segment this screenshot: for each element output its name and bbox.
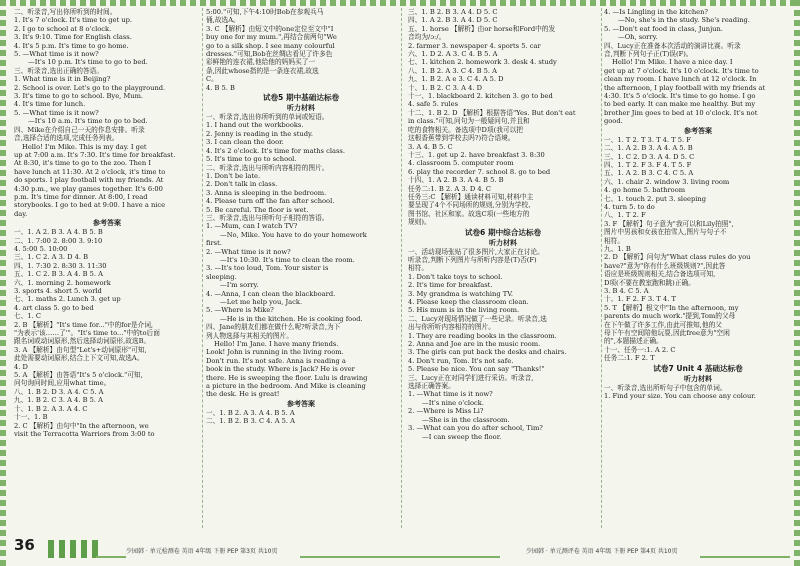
- text-line: first.: [206, 239, 222, 248]
- column-4: [604, 8, 792, 528]
- text-line: 吃的食物相关。备选项中D项(我可以把: [408, 125, 523, 134]
- text-line: —I can sweep the floor.: [422, 432, 502, 441]
- text-line: 2. Jenny is reading in the study.: [206, 129, 314, 138]
- text-line: 四、Jane的朋友们都在做什么呢?听录音,为下: [206, 323, 341, 332]
- text-line: —It's 10 p.m. It's time to go to bed.: [28, 58, 148, 67]
- text-line: 十三、1. get up 2. have breakfast 3. 8:30: [408, 150, 545, 159]
- text-line: 二、听录音,选出与所听内容相符的图片。: [206, 163, 329, 172]
- text-line: 三、听录音,选出正确的答语。: [14, 66, 104, 75]
- text-line: 1. I hand out the workbooks.: [206, 121, 304, 130]
- text-line: 九、1. B 2. C 3. A 4. B 5. A: [14, 396, 104, 405]
- text-line: 图书馆、社区和家。故选C项(一些地方的: [408, 209, 530, 218]
- text-line: day.: [14, 209, 28, 218]
- text-line: 4. art class 5. go to bed: [14, 303, 94, 312]
- text-line: 5. Please be nice. You can say "Thanks!": [408, 365, 545, 374]
- text-line: 十一、1. blackboard 2. kitchen 3. go to bed: [408, 92, 553, 101]
- text-line: 三、1. B 2. B 3. A 4. D 5. C: [408, 8, 498, 16]
- text-line: 五、1. C 2. B 3. A 4. B 5. A: [14, 270, 104, 279]
- text-line: 听录音,判断下列图片与所听内容是(T)否(F): [408, 255, 537, 264]
- text-line: 九、1. B: [604, 244, 631, 253]
- text-line: parents do much work."提到,Tom的父母: [604, 312, 736, 321]
- text-line: 十二、1. B 2. D 【解析】根据答语"Yes. But don't eat: [408, 108, 576, 117]
- text-line: 4:30. It's 5 o'clock. It's time to go home. I go: [604, 92, 756, 101]
- text-line: 一、1. T 2. T 3. T 4. T 5. F: [604, 135, 691, 144]
- text-line: —No, she's in the study. She's reading.: [618, 16, 750, 25]
- decorative-bars: [48, 540, 98, 558]
- text-line: Look! John is running in the living room.: [206, 348, 344, 357]
- text-line: 3. B 4. C 5. A: [604, 287, 649, 295]
- text-line: 2. I go to school at 8 o'clock.: [14, 24, 112, 33]
- column-divider: [202, 8, 203, 528]
- text-line: 规则)。: [408, 218, 431, 227]
- text-line: D项(不要在教室跑和跳)正确。: [604, 278, 695, 287]
- text-line: 音,选择合适的选项,完成任务列表。: [14, 134, 119, 143]
- text-line: 5. —What time is it now?: [14, 108, 99, 117]
- text-line: Hello! I'm Mike. This is my day. I get: [22, 142, 147, 151]
- text-line: 4. —Is Lingling in the kitchen?: [604, 8, 708, 16]
- decorative-border-top: [0, 0, 800, 6]
- text-line: —It's 10:30. It's time to clean the room.: [220, 255, 355, 264]
- text-line: up at 7:00 a.m. It's 7:30. It's time for breakfast.: [14, 150, 176, 159]
- text-line: 二、1. B 2. B 3. C 4. A 5. A: [206, 417, 296, 426]
- text-line: 五、1. A 2. B 3. C 4. C 5. A: [604, 169, 694, 178]
- text-line: 3. Anna is sleeping in the bedroom.: [206, 188, 327, 197]
- text-line: 十、1. B 2. A 3. A 4. C: [14, 404, 88, 413]
- text-line: 相符。: [408, 264, 429, 273]
- text-line: 试卷5 期中基础达标卷: [262, 93, 340, 103]
- text-line: book in the study. Where is Jack? He is over: [206, 365, 355, 374]
- column-1: [14, 8, 200, 528]
- text-line: 3. A 4. B 5. C: [408, 142, 453, 151]
- text-line: 出与你所听内容相符的图片。: [408, 323, 495, 332]
- text-line: 5. —What time is it now?: [14, 50, 99, 59]
- text-line: 3. —What can you do after school, Tim?: [408, 424, 543, 433]
- text-line: 2. C 【解析】由句中"In the afternoon, we: [14, 421, 149, 430]
- text-line: 音均为/ɔː/。: [408, 33, 446, 42]
- text-line: 二、听录音,写出你所听到的时间。: [14, 8, 117, 16]
- text-line: 要呈现了4个不同场所的规则,分别为学校、: [408, 201, 535, 210]
- text-line: 4. It's 2 o'clock. It's time for maths class.: [206, 146, 345, 155]
- text-line: 2. It's time for breakfast.: [408, 281, 493, 290]
- text-line: 4. Don't run, Tom. It's not safe.: [408, 356, 514, 365]
- text-line: 5. A 【解析】由答语"It's 5 o'clock."可知,: [14, 371, 143, 380]
- text-line: the desk. He is great!: [206, 390, 280, 399]
- text-line: 4. safe 5. rules: [408, 100, 459, 109]
- text-line: 十、1. B 2. C 3. A 4. D: [408, 83, 482, 92]
- text-line: —I'm sorry.: [220, 281, 259, 290]
- text-line: 六、1. chair 2. window 3. living room: [604, 177, 730, 186]
- text-line: 2. B 【解析】"It's time for..."中的for是介词,: [14, 320, 154, 329]
- text-line: 4. —Anna, I can clean the blackboard.: [206, 289, 336, 298]
- text-line: "为表示'该……了'"。"It's time to..."中的to后面: [14, 329, 160, 338]
- text-line: 3. C 【解析】由短文中的one定位至文中"I: [206, 24, 334, 33]
- text-line: 七、1. maths 2. Lunch 3. get up: [14, 295, 121, 304]
- text-line: 听力材料: [287, 104, 315, 113]
- text-line: 八、1. T 2. F: [604, 211, 646, 220]
- text-line: 3. sports 4. short 5. world: [14, 287, 102, 295]
- text-line: clean my room. I have lunch at 12 o'clock. In: [604, 75, 757, 84]
- text-line: 此处需要动词原形,结合上下文可知,故选A。: [14, 354, 144, 363]
- text-line: 2. D 【解析】问句为"What class rules do you: [604, 253, 751, 262]
- text-line: —It's 10 a.m. It's time to go to bed.: [28, 117, 148, 126]
- text-line: have lunch at 11:30. At 2 o'clock, it's time to: [14, 167, 166, 176]
- text-line: 5:00."可知,下午4:10时Bob在参观兵马: [206, 8, 324, 16]
- text-line: 语应是班级规则相关,结合备选项可知,: [604, 270, 716, 279]
- text-line: 六、1. morning 2. homework: [14, 278, 111, 287]
- column-2: [206, 8, 396, 528]
- text-line: 5. —Don't eat food in class, Junjun.: [604, 24, 723, 33]
- text-line: Hello! I'm Mike. I have a nice day. I: [612, 58, 733, 67]
- text-line: get up at 7 o'clock. It's 10 o'clock. It's time to: [604, 66, 759, 75]
- text-line: 任务二:1. B 2. A 3. D 4. C: [408, 184, 491, 193]
- text-line: 4. It's 5 p.m. It's time to go home.: [14, 41, 129, 50]
- text-line: 一、听录音,选出你所听到的单词或短语。: [206, 113, 329, 122]
- text-line: have?"意为"你有什么班级规则?",因此答: [604, 261, 726, 270]
- text-line: 条,因此whose指的是一条连衣裙,故选: [206, 66, 319, 75]
- text-line: to bed early. It can make me healthy. But my: [604, 100, 756, 109]
- text-line: 5. His mum is in the living room.: [408, 306, 520, 315]
- text-line: —Oh, sorry.: [618, 33, 658, 42]
- text-line: 九、1. B 2. A e 3. C 4. A 5. D: [408, 75, 504, 84]
- text-line: 问句询问时间,应用what time。: [14, 379, 111, 388]
- text-line: visit the Terracotta Warriors from 3:00 to: [14, 429, 155, 438]
- text-line: 三、Lucy正在对同学们进行采访。听录音,: [408, 373, 534, 382]
- text-line: 八、1. B 2. D 3. A 4. C 5. A: [14, 387, 104, 396]
- text-line: 试卷7 Unit 4 基础达标卷: [653, 363, 743, 373]
- text-line: 2. Anna and Joe are in the music room.: [408, 340, 541, 349]
- text-line: 1. What time is it in Beijing?: [14, 75, 111, 84]
- text-line: 4. Please turn off the fan after school.: [206, 197, 335, 206]
- text-line: 4. D: [14, 362, 28, 371]
- text-line: 4. 5:00 5. 10:00: [14, 244, 68, 253]
- text-line: do sports. I play football with my friends. At: [14, 176, 164, 185]
- text-line: 4. Please keep the classroom clean.: [408, 298, 529, 306]
- column-divider: [601, 8, 602, 528]
- text-line: 5. It's time to go to school.: [206, 155, 297, 164]
- text-line: —It's nine o'clock.: [422, 398, 484, 407]
- text-line: 相符。: [604, 236, 625, 245]
- text-line: 4. classroom 5. computer room: [408, 159, 514, 168]
- text-line: brother Jim goes to bed at 10 o'clock. It's not: [604, 108, 758, 117]
- text-line: 1. They are reading books in the classroom.: [408, 331, 557, 340]
- text-line: Don't run. It's not safe. Anna is reading a: [206, 356, 346, 365]
- text-line: 5. —Where is Mike?: [206, 306, 274, 315]
- text-line: 母下午有空间陪他玩耍,因此free意为"空闲: [604, 329, 730, 338]
- text-line: 这根香蕉带到学校去吗?)符合语境。: [408, 134, 515, 143]
- text-line: 3. —It's too loud, Tom. Your sister is: [206, 264, 329, 273]
- text-line: sleeping.: [206, 272, 237, 281]
- text-line: 参考答案: [684, 126, 712, 135]
- column-divider: [401, 8, 402, 528]
- text-line: 4. It's time for lunch.: [14, 100, 86, 109]
- text-line: 2. Don't talk in class.: [206, 180, 278, 189]
- page-footer: [0, 530, 800, 566]
- text-line: 3. It's 9:10. Time for English class.: [14, 33, 132, 42]
- text-line: 四、Mike在介绍自己一天的作息安排。听录: [14, 125, 145, 134]
- text-line: 4. turn 5. to do: [604, 202, 655, 211]
- text-line: 任务三:C 【解析】通读材料可知,材料中主: [408, 192, 534, 201]
- text-line: 选择正确答案。: [408, 382, 455, 391]
- text-line: 跟名词或动词原形,然后选择动词原形,故选B。: [14, 337, 151, 346]
- text-line: good.: [604, 117, 623, 126]
- text-line: 3. I can clean the door.: [206, 138, 284, 147]
- text-line: 一、1. B 2. A 3. A 4. B 5. A: [206, 408, 295, 417]
- text-line: 三、1. C 2. A 3. D 4. B: [14, 253, 88, 262]
- text-line: 十一、任务一:1. A 2. C: [604, 345, 676, 354]
- text-line: 3. The girls can put back the desks and chairs.: [408, 348, 567, 357]
- text-line: 二、1. A 2. B 3. A 4. A 5. B: [604, 144, 693, 153]
- text-line: 音,判断下列句子正(T)误(F)。: [604, 50, 693, 59]
- text-line: storybooks. I go to bed at 9:00. I have a nice: [14, 201, 166, 210]
- text-line: 1. —Mum, can I watch TV?: [206, 222, 298, 231]
- text-line: 三、听录音,选出与所听句子相符的答语。: [206, 213, 329, 222]
- text-line: 在下午做了许多工作,由此可推知,他的父: [604, 320, 722, 329]
- text-line: 参考答案: [287, 399, 315, 408]
- text-line: 十四、1. A 2. B 3. A 4. B 5. B: [408, 176, 504, 185]
- text-line: buy one for my mum.",再结合前两句"We: [206, 33, 337, 42]
- text-line: 一、活动现场张贴了很多图片,大家正在讨论。: [408, 247, 544, 256]
- text-line: 4. B 5. B: [206, 83, 235, 92]
- text-line: 五、1. horse 【解析】由or horse和Ford中的发: [408, 24, 556, 33]
- text-line: —No, Mike. You have to do your homework: [220, 230, 367, 239]
- text-line: 2. —Where is Miss Li?: [408, 407, 484, 416]
- text-line: 听力材料: [684, 374, 712, 383]
- column-3: [408, 8, 598, 528]
- text-line: go to a silk shop. I see many colourful: [206, 41, 335, 50]
- text-line: 4:30 p.m., we play games together. It's 6:00: [14, 184, 163, 193]
- text-line: 六、1. D 2. A 3. C 4. B 5. A: [408, 50, 498, 59]
- text-line: 一、1. A 2. B 3. A 4. B 5. B: [14, 228, 103, 237]
- text-line: 十、1. F 2. F 3. T 4. T: [604, 295, 676, 304]
- footer-left-text: 少园韩 · 单元检测卷 英语 4年级 下册 PEP 第3页 共10页: [126, 548, 278, 555]
- text-line: 5. T 【解析】根文中"In the afternoon, my: [604, 303, 739, 312]
- text-line: 1. Find your size. You can choose any colour.: [604, 392, 756, 401]
- text-line: —He is in the kitchen. He is cooking food.: [220, 314, 363, 323]
- text-line: 参考答案: [93, 219, 121, 228]
- text-line: 七、1. C: [14, 312, 41, 321]
- text-line: 八、1. B 2. A 3. C 4. B 5. A: [408, 66, 498, 75]
- text-line: 二、1. 7:00 2. 8:00 3. 9:10: [14, 236, 103, 245]
- footer-right-text: 少园韩 · 单元测评卷 英语 4年级 下册 PEP 第4页 共10页: [526, 548, 678, 555]
- text-line: 七、1. kitchen 2. homework 3. desk 4. study: [408, 58, 557, 67]
- text-line: Hello! I'm Jane. I have many friends.: [214, 340, 339, 349]
- text-line: 3. F 【解析】句子意为"我可以和Lily拍照",: [604, 219, 734, 228]
- footer-rule: [96, 556, 126, 558]
- text-line: 图片中男孩和女孩在拍雪人,图片与句子不: [604, 228, 727, 237]
- text-line: 2. School is over. Let's go to the playground.: [14, 83, 166, 92]
- text-line: 彩鲜艳的连衣裙,他给他的妈妈买了一: [206, 58, 316, 67]
- text-line: 四、Lucy正在准备本次活动的演讲比赛。听录: [604, 41, 741, 50]
- text-line: there. He is sweeping the floor. Lulu is drawing: [206, 373, 368, 382]
- text-line: 6. play the recorder 7. school 8. go to bed: [408, 167, 551, 176]
- text-line: 听力材料: [489, 238, 517, 247]
- text-line: 5. Be careful. The floor is wet.: [206, 205, 309, 214]
- footer-rule: [300, 556, 500, 558]
- text-line: 十一、1. B: [14, 413, 48, 422]
- text-line: 七、1. touch 2. put 3. sleeping: [604, 194, 706, 203]
- text-line: 四、1. 7:30 2. 8:30 3. 11:30: [14, 261, 107, 270]
- text-line: 1. Don't be late.: [206, 171, 261, 180]
- text-line: 三、1. C 2. D 3. A 4. D 5. C: [604, 152, 695, 161]
- text-line: 3. A 【解析】由句型"Let's+动词原形"可知,: [14, 345, 147, 354]
- text-line: 四、1. T 2. F 3. F 4. T 5. F: [604, 160, 692, 169]
- text-line: 1. —What time is it now?: [408, 390, 493, 399]
- text-line: 任务二:1. F 2. T: [604, 354, 655, 363]
- text-line: —Let me help you, Jack.: [220, 298, 303, 306]
- text-line: 试卷6 期中综合达标卷: [464, 227, 542, 237]
- text-line: 3. It's time to go to school. Bye, Mum.: [14, 92, 144, 101]
- text-line: —She is in the classroom.: [422, 415, 510, 424]
- text-line: 1. Don't take toys to school.: [408, 272, 503, 281]
- text-line: the afternoon, I play football with my friends at: [604, 83, 766, 92]
- text-line: 的",本题描述正确。: [604, 337, 663, 346]
- text-line: p.m. It's time for dinner. At 8:00, I read: [14, 192, 148, 201]
- text-line: 二、Lucy对现场情况做了一些记录。听录音,选: [408, 314, 547, 323]
- text-line: 俑,故选A。: [206, 16, 240, 25]
- text-line: 4. go home 5. bathroom: [604, 186, 686, 195]
- text-line: 2. farmer 3. newspaper 4. sports 5. car: [408, 41, 541, 50]
- text-line: 3. My grandma is watching TV.: [408, 289, 514, 298]
- text-line: a picture in the bedroom. And Mike is cleaning: [206, 382, 366, 391]
- page-number: 36: [14, 536, 35, 554]
- footer-rule: [700, 556, 790, 558]
- decorative-border-left: [0, 0, 6, 566]
- text-line: 2. —What time is it now?: [206, 247, 291, 256]
- text-line: dresses."可知,Bob在丝绸店看见了许多色: [206, 50, 333, 59]
- text-line: At 8:30, it's time to go to the zoo. Then I: [14, 159, 151, 168]
- text-line: in class."可知,问句为一般疑问句,并且和: [408, 117, 530, 126]
- text-line: 四、1. A 2. B 3. A 4. D 5. C: [408, 16, 498, 25]
- text-line: 列人物选择与其相关的图片。: [206, 331, 293, 340]
- text-line: 一、听录音,选出所听句子中包含的单词。: [604, 383, 727, 392]
- text-line: C。: [206, 75, 218, 84]
- text-line: 1. It's 7 o'clock. It's time to get up.: [14, 16, 133, 25]
- decorative-border-right: [794, 0, 800, 566]
